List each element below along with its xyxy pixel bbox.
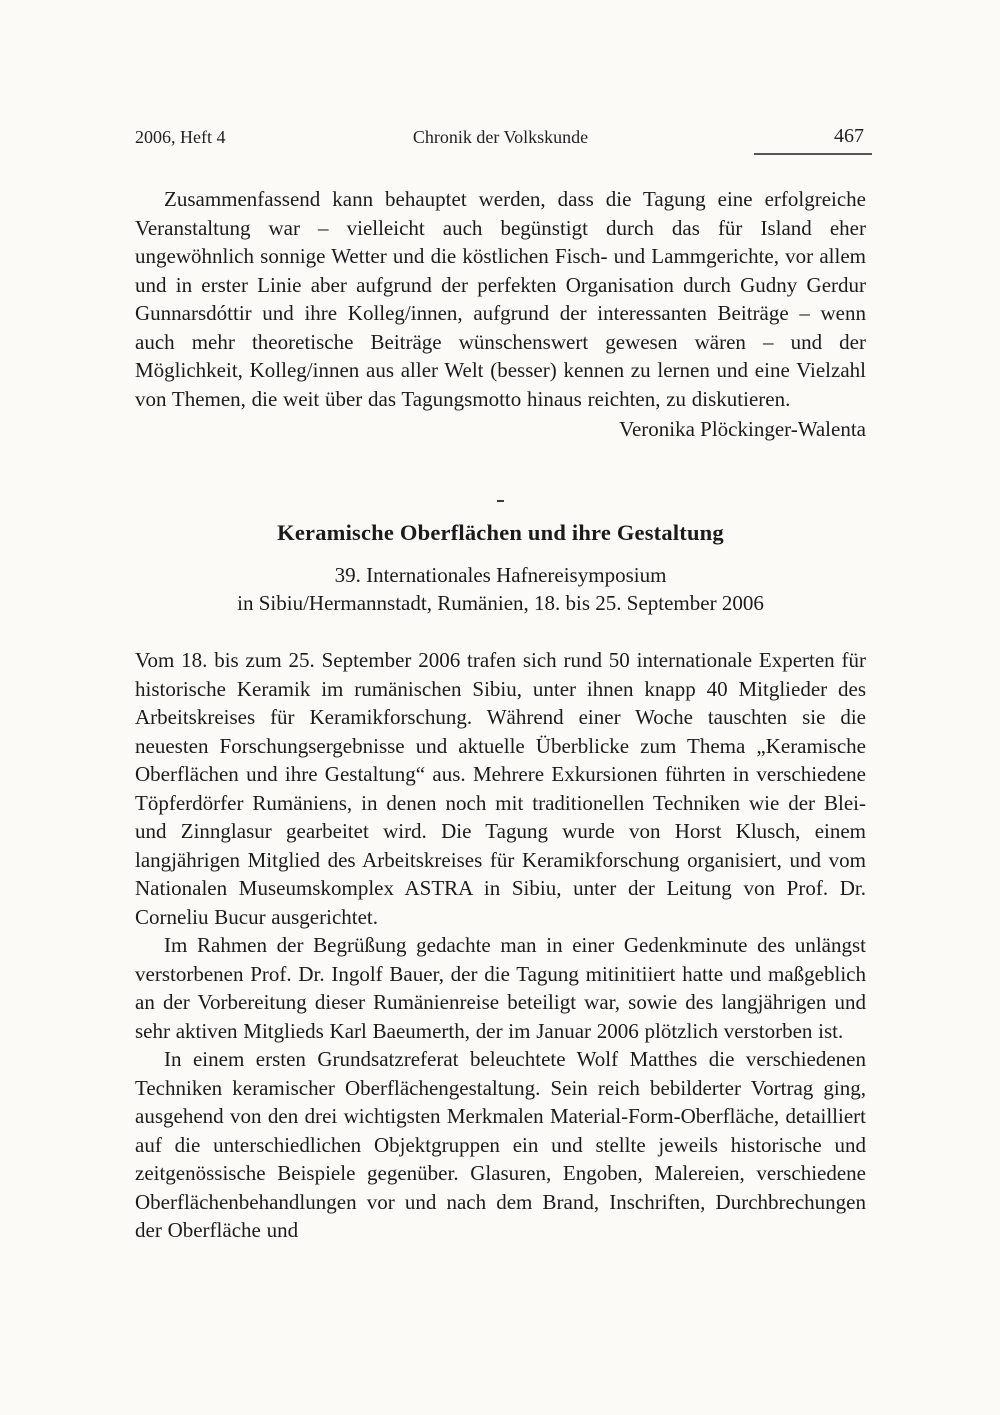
header-journal-title: Chronik der Volkskunde (412, 127, 589, 147)
text-block (135, 0, 866, 1245)
section-separator-mark (497, 500, 504, 503)
header-page-number: 467 (834, 125, 864, 147)
article-title: Keramische Oberflächen und ihre Gestaltung (277, 520, 724, 545)
header-rule (754, 153, 872, 155)
article-paragraph-1: Vom 18. bis zum 25. September 2006 trafen sich rund 50 internationale Experten für historische Keramik im rumänischen Sibiu, unter ihnen knapp 40 Mitglieder des Arbeitskreises für Keramikforschung. Während einer Woche tauschten sie die neuesten Forschungsergebnisse und aktuelle Überblicke zum Thema „Keramische Oberflächen und ihre Gestaltung“ aus. Mehrere Exkursionen führten in verschiedene Töpferdörfer Rumäniens, in denen noch mit traditionellen Techniken wie der Blei- und Zinnglasur gearbeitet wird. Die Tagung wurde von Horst Klusch, einem langjährigen Mitglied des Arbeitskreises für Keramikforschung organisiert, und vom Nationalen Museumskomplex ASTRA in Sibiu, unter der Leitung von Prof. Dr. Corneliu Bucur ausgerichtet. (135, 648, 866, 929)
article-subtitle (135, 561, 866, 617)
header-issue: 2006, Heft 4 (135, 127, 226, 147)
article-paragraph-2: Im Rahmen der Begrüßung gedachte man in einer Gedenkminute des unlängst verstorbenen Prof. Dr. Ingolf Bauer, der die Tagung mitinitiiert hatte und maßgeblich an der Vorbereitung dieser Rumänienreise beteiligt war, sowie des langjährigen und sehr aktiven Mitglieds Karl Baeumerth, der im Januar 2006 plötzlich verstorben ist. (135, 933, 866, 1043)
article-subtitle-line1: 39. Internationales Hafnereisymposium (334, 563, 667, 587)
article-subtitle-line2: in Sibiu/Hermannstadt, Rumänien, 18. bis 25. September 2006 (237, 591, 764, 615)
page-header (135, 125, 866, 151)
article-paragraph-3: In einem ersten Grundsatzreferat beleuchtete Wolf Matthes die verschiedenen Techniken keramischer Oberflächengestaltung. Sein reich bebilderter Vortrag ging, ausgehend von den drei wichtigsten Merkmalen Material-Form-Oberfläche, detailliert auf die unterschiedlichen Objektgruppen ein und stellte jeweils historische und zeitgenössische Beispiele gegenüber. Glasuren, Engoben, Malereien, verschiedene Oberflächenbehandlungen vor und nach dem Brand, Inschriften, Durchbrechungen der Oberfläche und (135, 1047, 866, 1242)
closing-paragraph: Zusammenfassend kann behauptet werden, dass die Tagung eine erfolgreiche Veranstaltung war – vielleicht auch begünstigt durch das für Island eher ungewöhnlich sonnige Wetter und die köstlichen Fisch- und Lammgerichte, vor allem und in erster Linie aber aufgrund der perfekten Organisation durch Gudny Gerdur Gunnarsdóttir und ihre Kolleg/innen, aufgrund der interessanten Beiträge – wenn auch mehr theoretische Beiträge wünschenswert gewesen wären – und der Möglichkeit, Kolleg/innen aus aller Welt (besser) kennen zu lernen und eine Vielzahl von Themen, die weit über das Tagungsmotto hinaus reichten, zu diskutieren. (135, 187, 866, 411)
author-signature: Veronika Plöckinger-Walenta (619, 417, 866, 441)
article-body (135, 646, 866, 1245)
